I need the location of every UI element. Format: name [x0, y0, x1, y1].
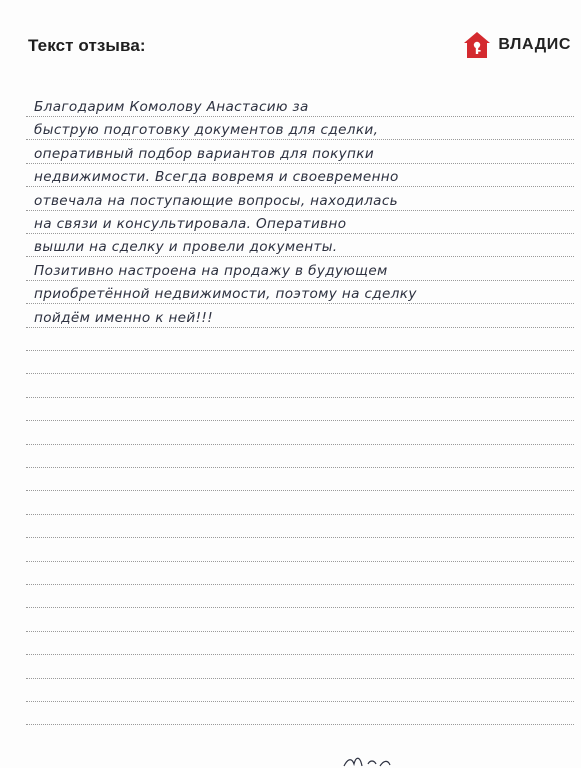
review-text-line: отвечала на поступающие вопросы, находилась [34, 193, 399, 209]
review-text-line: недвижимости. Всегда вовремя и своевременно [34, 170, 399, 186]
ruled-line [26, 373, 574, 374]
ruled-line [26, 607, 574, 608]
ruled-line [26, 467, 574, 468]
ruled-line [26, 631, 574, 632]
logo-text: ВЛАДИС [498, 36, 571, 53]
review-text-line: Благодарим Комолову Анастасию за [34, 100, 309, 115]
ruled-line [26, 490, 574, 491]
ruled-line [26, 561, 574, 562]
ruled-line [26, 724, 574, 725]
review-text-line: приобретённой недвижимости, поэтому на сделку [34, 287, 417, 303]
review-text-line: вышли на сделку и провели документы. [34, 240, 338, 256]
review-text-line: быструю подготовку документов для сделки, [34, 123, 379, 139]
ruled-line [26, 514, 574, 515]
ruled-line [26, 537, 574, 538]
review-text-line: пойдём именно к ней!!! [34, 310, 214, 326]
page-title: Текст отзыва: [28, 36, 146, 55]
review-text-line: Позитивно настроена на продажу в будующем [34, 263, 388, 279]
ruled-line [26, 701, 574, 702]
signature-mark [340, 748, 400, 768]
ruled-line [26, 397, 574, 398]
ruled-line [26, 420, 574, 421]
ruled-line [26, 444, 574, 445]
ruled-line [26, 654, 574, 655]
ruled-line [26, 678, 574, 679]
ruled-line [26, 584, 574, 585]
review-text-line: оперативный подбор вариантов для покупки [34, 146, 375, 162]
ruled-line [26, 350, 574, 351]
review-text-line: на связи и консультировала. Оперативно [34, 216, 347, 232]
handwritten-review-text [34, 96, 554, 330]
